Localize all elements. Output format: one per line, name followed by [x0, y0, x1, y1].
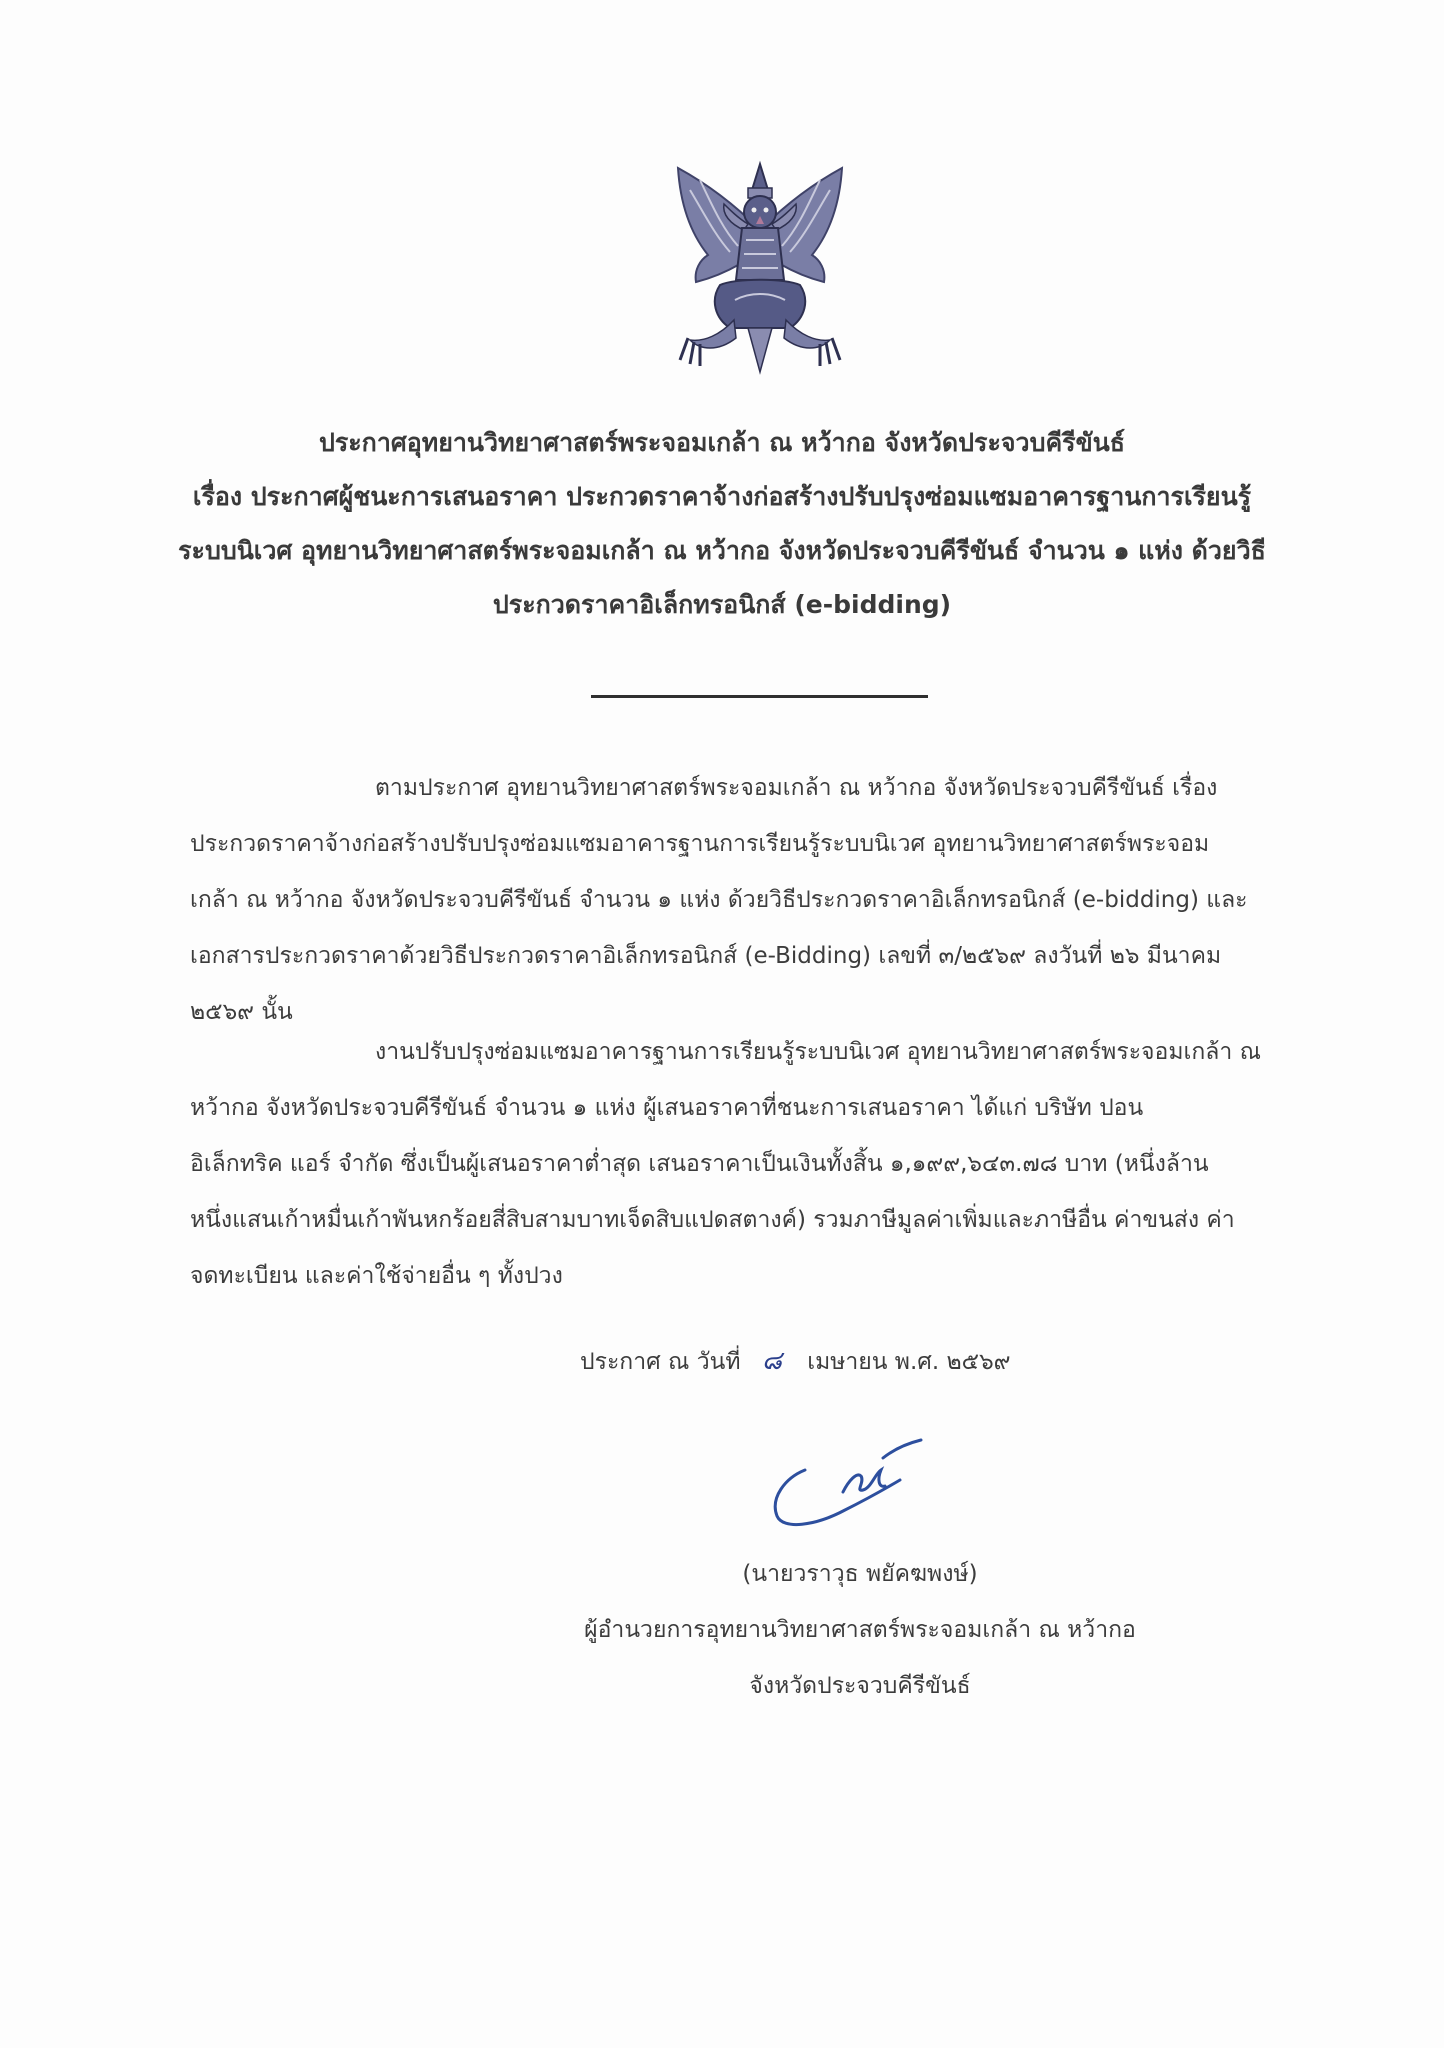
paragraph-line: เอกสารประกวดราคาด้วยวิธีประกวดราคาอิเล็กทรอนิกส์ (e-Bidding) เลขที่ ๓/๒๕๖๙ ลงวันที่ ๒๖ มีนาคม [190, 943, 1222, 969]
paragraph-line: หว้ากอ จังหวัดประจวบคีรีขันธ์ จำนวน ๑ แห่ง ผู้เสนอราคาที่ชนะการเสนอราคา ได้แก่ บริษัท ปอน [190, 1095, 1144, 1121]
paragraph-line: อิเล็กทริค แอร์ จำกัด ซึ่งเป็นผู้เสนอราคาต่ำสุด เสนอราคาเป็นเงินทั้งสิ้น ๑,๑๙๙,๖๔๓.๗๘ บาท (หนึ่งล้าน [190, 1151, 1209, 1177]
title-line: ประกวดราคาอิเล็กทรอนิกส์ (e-bidding) [492, 590, 952, 619]
paragraph-line: ๒๕๖๙ นั้น [190, 999, 293, 1025]
paragraph-line: เกล้า ณ หว้ากอ จังหวัดประจวบคีรีขันธ์ จำนวน ๑ แห่ง ด้วยวิธีประกวดราคาอิเล็กทรอนิกส์ (e-bidding) และ [190, 887, 1248, 913]
garuda-emblem-icon [660, 160, 860, 380]
announcement-date [580, 1340, 1011, 1381]
title-divider [591, 695, 928, 698]
date-prefix: ประกาศ ณ วันที่ [580, 1349, 741, 1375]
paragraph-line: ประกวดราคาจ้างก่อสร้างปรับปรุงซ่อมแซมอาคารฐานการเรียนรู้ระบบนิเวศ อุทยานวิทยาศาสตร์พระจอม [190, 831, 1210, 857]
handwritten-signature-icon [765, 1430, 945, 1540]
signer-province: จังหวัดประจวบคีรีขันธ์ [749, 1673, 971, 1699]
title-line: เรื่อง ประกาศผู้ชนะการเสนอราคา ประกวดราคาจ้างก่อสร้างปรับปรุงซ่อมแซมอาคารฐานการเรียนรู้ [192, 482, 1252, 511]
paragraph-line: หนึ่งแสนเก้าหมื่นเก้าพันหกร้อยสี่สิบสามบาทเจ็ดสิบแปดสตางค์) รวมภาษีมูลค่าเพิ่มและภาษีอื่น ค่าขนส่ง ค่า [190, 1207, 1235, 1233]
title-line: ระบบนิเวศ อุทยานวิทยาศาสตร์พระจอมเกล้า ณ หว้ากอ จังหวัดประจวบคีรีขันธ์ จำนวน ๑ แห่ง ด้วยวิธี [178, 536, 1266, 565]
date-month-year: เมษายน พ.ศ. ๒๕๖๙ [807, 1349, 1011, 1375]
date-day: ๘ [761, 1346, 782, 1376]
title-line: ประกาศอุทยานวิทยาศาสตร์พระจอมเกล้า ณ หว้ากอ จังหวัดประจวบคีรีขันธ์ [318, 428, 1126, 457]
paragraph-line: จดทะเบียน และค่าใช้จ่ายอื่น ๆ ทั้งปวง [190, 1263, 563, 1289]
paragraph-line: งานปรับปรุงซ่อมแซมอาคารฐานการเรียนรู้ระบบนิเวศ อุทยานวิทยาศาสตร์พระจอมเกล้า ณ [375, 1039, 1261, 1065]
signer-position: ผู้อำนวยการอุทยานวิทยาศาสตร์พระจอมเกล้า ณ หว้ากอ [584, 1617, 1136, 1643]
announcement-title [160, 416, 1284, 632]
paragraph-line: ตามประกาศ อุทยานวิทยาศาสตร์พระจอมเกล้า ณ หว้ากอ จังหวัดประจวบคีรีขันธ์ เรื่อง [375, 775, 1218, 801]
signer-name: (นายวราวุธ พยัคฆพงษ์) [742, 1561, 978, 1587]
